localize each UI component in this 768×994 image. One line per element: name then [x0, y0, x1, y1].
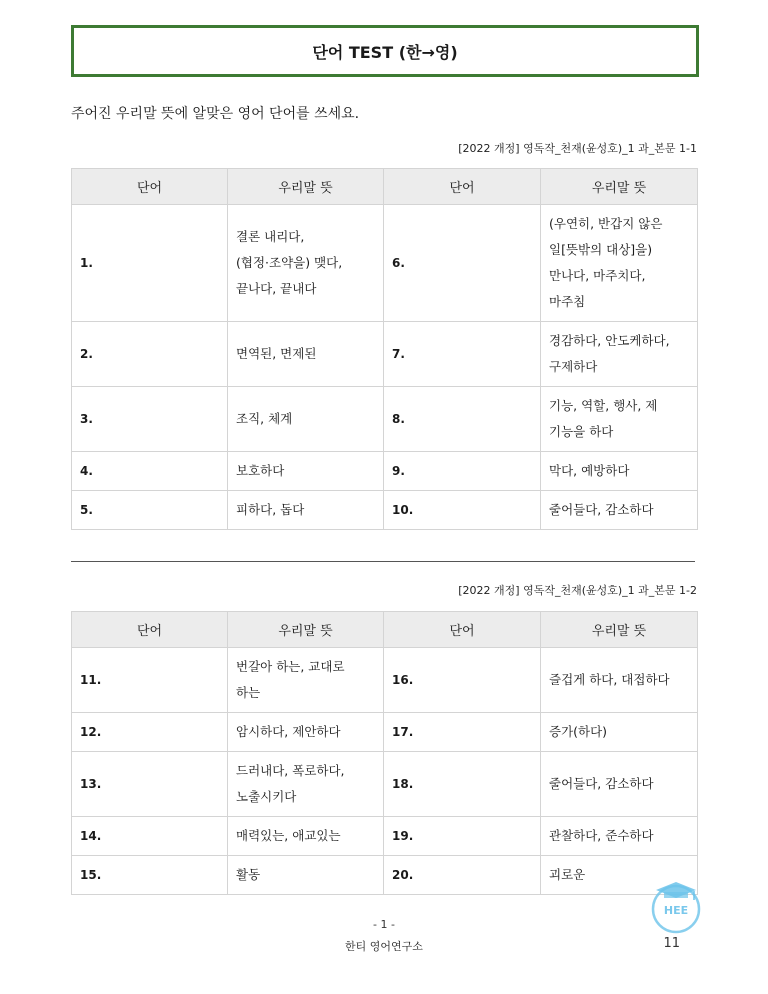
table-header-row: [72, 169, 698, 205]
word-number: 7.: [384, 322, 541, 387]
meaning-cell: 증가(하다): [541, 713, 698, 752]
meaning-cell: (우연히, 반갑지 않은 일[뜻밖의 대상]을) 만나다, 마주치다, 마주침: [541, 205, 698, 322]
meaning-cell: 결론 내리다, (협정·조약을) 맺다, 끝나다, 끝내다: [228, 205, 384, 322]
word-table-1: [71, 168, 698, 530]
table-row: [72, 648, 698, 713]
source-label-2: [2022 개정] 영독작_천재(윤성호)_1 과_본문 1-2: [458, 584, 697, 597]
meaning-cell: 암시하다, 제안하다: [228, 713, 384, 752]
header-word: 단어: [384, 612, 541, 648]
table-header-row: [72, 612, 698, 648]
word-number: 18.: [384, 752, 541, 817]
word-number: 9.: [384, 452, 541, 491]
word-number: 11.: [72, 648, 228, 713]
meaning-cell: 보호하다: [228, 452, 384, 491]
word-number: 12.: [72, 713, 228, 752]
word-number: 10.: [384, 491, 541, 530]
word-number: 19.: [384, 817, 541, 856]
table-row: [72, 452, 698, 491]
page-number: 11: [663, 936, 680, 951]
word-number: 20.: [384, 856, 541, 895]
meaning-cell: 관찰하다, 준수하다: [541, 817, 698, 856]
meaning-cell: 줄어들다, 감소하다: [541, 752, 698, 817]
word-number: 16.: [384, 648, 541, 713]
meaning-cell: 활동: [228, 856, 384, 895]
meaning-cell: 피하다, 돕다: [228, 491, 384, 530]
source-label-1: [2022 개정] 영독작_천재(윤성호)_1 과_본문 1-1: [458, 142, 697, 155]
logo-lettering: HEE: [663, 904, 689, 917]
word-number: 6.: [384, 205, 541, 322]
meaning-cell: 경감하다, 안도케하다, 구제하다: [541, 322, 698, 387]
graduation-cap-logo-icon: [650, 878, 702, 934]
meaning-cell: 줄어들다, 감소하다: [541, 491, 698, 530]
word-number: 15.: [72, 856, 228, 895]
header-meaning: 우리말 뜻: [541, 612, 698, 648]
word-number: 4.: [72, 452, 228, 491]
section-divider: [71, 561, 695, 562]
table-row: [72, 387, 698, 452]
table-row: [72, 713, 698, 752]
table-row: [72, 817, 698, 856]
meaning-cell: 번갈아 하는, 교대로 하는: [228, 648, 384, 713]
table-row: [72, 322, 698, 387]
word-number: 14.: [72, 817, 228, 856]
meaning-cell: 기능, 역할, 행사, 제 기능을 하다: [541, 387, 698, 452]
meaning-cell: 드러내다, 폭로하다, 노출시키다: [228, 752, 384, 817]
instruction-text: 주어진 우리말 뜻에 알맞은 영어 단어를 쓰세요.: [71, 106, 360, 122]
word-number: 17.: [384, 713, 541, 752]
word-number: 8.: [384, 387, 541, 452]
table-row: [72, 491, 698, 530]
header-word: 단어: [384, 169, 541, 205]
page-title: 단어 TEST (한→영): [312, 42, 458, 62]
footer-page-label: - 1 -: [373, 918, 395, 931]
table-row: [72, 752, 698, 817]
table-row: [72, 205, 698, 322]
meaning-cell: 막다, 예방하다: [541, 452, 698, 491]
word-number: 13.: [72, 752, 228, 817]
header-word: 단어: [72, 612, 228, 648]
page-title-box: [71, 25, 699, 77]
word-number: 5.: [72, 491, 228, 530]
header-meaning: 우리말 뜻: [228, 612, 384, 648]
header-meaning: 우리말 뜻: [541, 169, 698, 205]
meaning-cell: 매력있는, 애교있는: [228, 817, 384, 856]
word-table-2: [71, 611, 698, 895]
word-number: 2.: [72, 322, 228, 387]
word-number: 3.: [72, 387, 228, 452]
header-word: 단어: [72, 169, 228, 205]
meaning-cell: 조직, 체계: [228, 387, 384, 452]
meaning-cell: 면역된, 면제된: [228, 322, 384, 387]
table-row: [72, 856, 698, 895]
footer-org: 한티 영어연구소: [345, 940, 423, 953]
meaning-cell: 즐겁게 하다, 대접하다: [541, 648, 698, 713]
header-meaning: 우리말 뜻: [228, 169, 384, 205]
word-number: 1.: [72, 205, 228, 322]
meaning-cell: 괴로운: [541, 856, 698, 895]
